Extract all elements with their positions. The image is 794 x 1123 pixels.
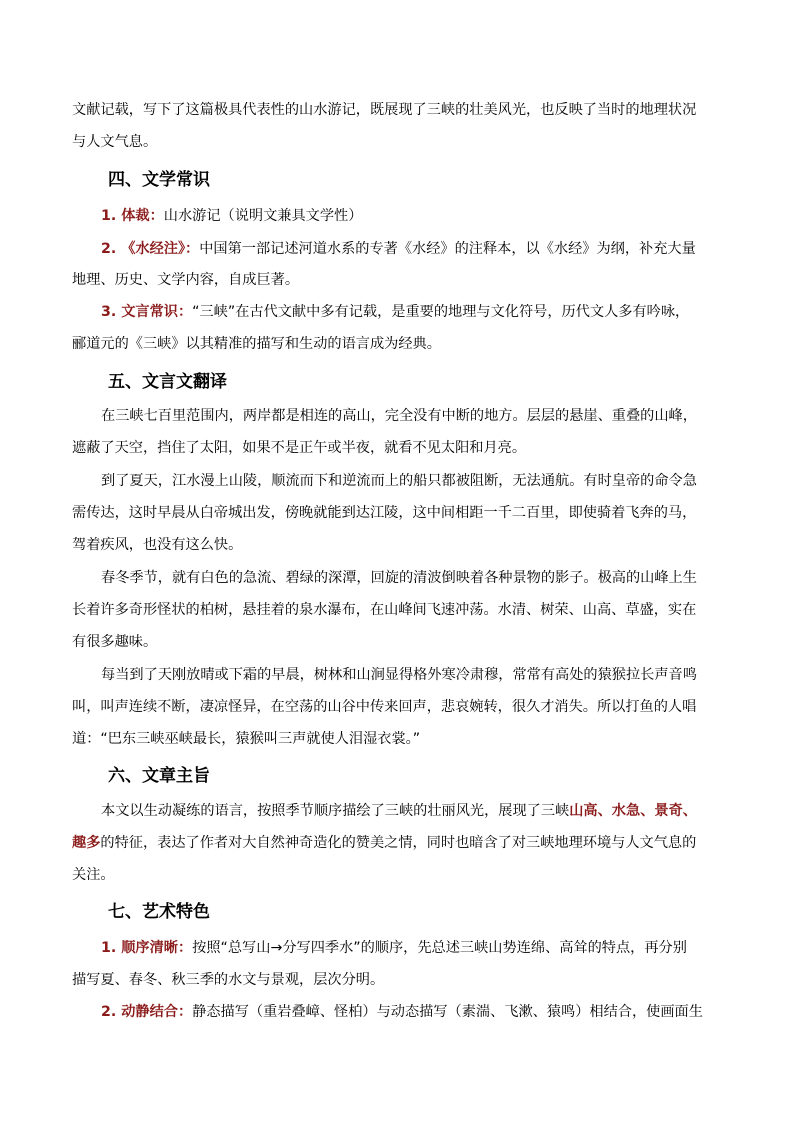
paragraph-line	[101, 801, 722, 821]
paragraph-line: 驾着疾风，也没有这么快。	[72, 537, 243, 553]
paragraph-line: 在三峡七百里范围内，两岸都是相连的高山，完全没有中断的地方。层层的悬崖、重叠的山峰，	[101, 408, 697, 424]
paragraph-line: 需传达，这时早晨从白帝城出发，傍晚就能到达江陵，这中间相距一千二百里，即使骑着飞奔的马，	[72, 505, 697, 521]
paragraph-line: 道：“巴东三峡巫峡最长，猿猴叫三声就使人泪湿衣裳。”	[72, 731, 421, 747]
section-heading-literary-knowledge: 四、文学常识	[108, 170, 210, 190]
item-text: 山水游记（说明文兼具文学性）	[163, 208, 363, 224]
paragraph-line: 到了夏天，江水漫上山陵，顺流而下和逆流而上的船只都被阻断，无法通航。有时皇帝的命令急	[101, 473, 697, 489]
separator: 、	[682, 803, 697, 819]
section-heading-artistic-features: 七、艺术特色	[108, 902, 210, 922]
list-item-continuation: 郦道元的《三峡》以其精准的描写和生动的语言成为经典。	[72, 336, 441, 352]
paragraph-line: 遮蔽了天空，挡住了太阳，如果不是正午或半夜，就看不见太阳和月亮。	[72, 440, 527, 456]
item-text: “三峡”在古代文献中多有记载，是重要的地理与文化符号，历代文人多有吟咏，	[192, 304, 690, 320]
list-item-continuation: 描写夏、春冬、秋三季的水文与景观，层次分明。	[72, 972, 385, 988]
section-heading-theme: 六、文章主旨	[108, 766, 210, 786]
item-label: 2. 《水经注》：	[101, 241, 200, 257]
list-item-static-dynamic	[101, 1002, 722, 1022]
keyword: 景奇	[654, 803, 683, 819]
separator: 、	[640, 803, 655, 819]
section-heading-translation: 五、文言文翻译	[108, 372, 227, 392]
paragraph-line: 春冬季节，就有白色的急流、碧绿的深潭，回旋的清波倒映着各种景物的影子。极高的山峰上生	[101, 570, 697, 586]
item-label: 3. 文言常识：	[101, 304, 193, 320]
paragraph-line: 叫，叫声连续不断，凄凉怪异，在空荡的山谷中传来回声，悲哀婉转，很久才消失。所以打鱼的人唱	[72, 699, 697, 715]
list-item-shuijingzhu	[101, 239, 722, 259]
text: 的特征，表达了作者对大自然神奇造化的赞美之情，同时也暗含了对三峡地理环境与人文气息的	[100, 835, 697, 851]
item-text: 中国第一部记述河道水系的专著《水经》的注释本，以《水经》为纲，补充大量	[199, 241, 696, 257]
keyword: 趣多	[72, 835, 101, 851]
separator: 、	[597, 803, 612, 819]
list-item-genre	[101, 206, 722, 226]
paragraph-line: 有很多趣味。	[72, 634, 158, 650]
item-label: 1. 顺序清晰：	[101, 940, 193, 956]
list-item-clear-order	[101, 938, 722, 958]
item-label: 1. 体裁：	[101, 208, 164, 224]
list-item-classical-knowledge	[101, 302, 722, 322]
intro-line-2: 与人文气息。	[72, 134, 158, 150]
intro-line-1: 文献记载，写下了这篇极具代表性的山水游记，既展现了三峡的壮美风光，也反映了当时的地理状况	[72, 102, 697, 118]
list-item-continuation: 地理、历史、文学内容，自成巨著。	[72, 272, 300, 288]
item-label: 2. 动静结合：	[101, 1004, 193, 1020]
paragraph-line: 关注。	[72, 867, 115, 883]
keyword: 山高	[569, 803, 598, 819]
paragraph-line: 长着许多奇形怪状的柏树，悬挂着的泉水瀑布，在山峰间飞速冲荡。水清、树荣、山高、草盛，实在	[72, 602, 697, 618]
paragraph-line: 每当到了天刚放晴或下霜的早晨，树林和山涧显得格外寒冷肃穆，常常有高处的猿猴拉长声音鸣	[101, 667, 697, 683]
text: 本文以生动凝练的语言，按照季节顺序描绘了三峡的壮丽风光，展现了三峡	[101, 803, 570, 819]
item-text: 静态描写（重岩叠嶂、怪柏）与动态描写（素湍、飞漱、猿鸣）相结合，使画面生	[192, 1004, 703, 1020]
keyword: 水急	[611, 803, 641, 819]
paragraph-line	[72, 833, 722, 853]
item-text: 按照“总写山→分写四季水”的顺序，先总述三峡山势连绵、高耸的特点，再分别	[192, 940, 687, 956]
